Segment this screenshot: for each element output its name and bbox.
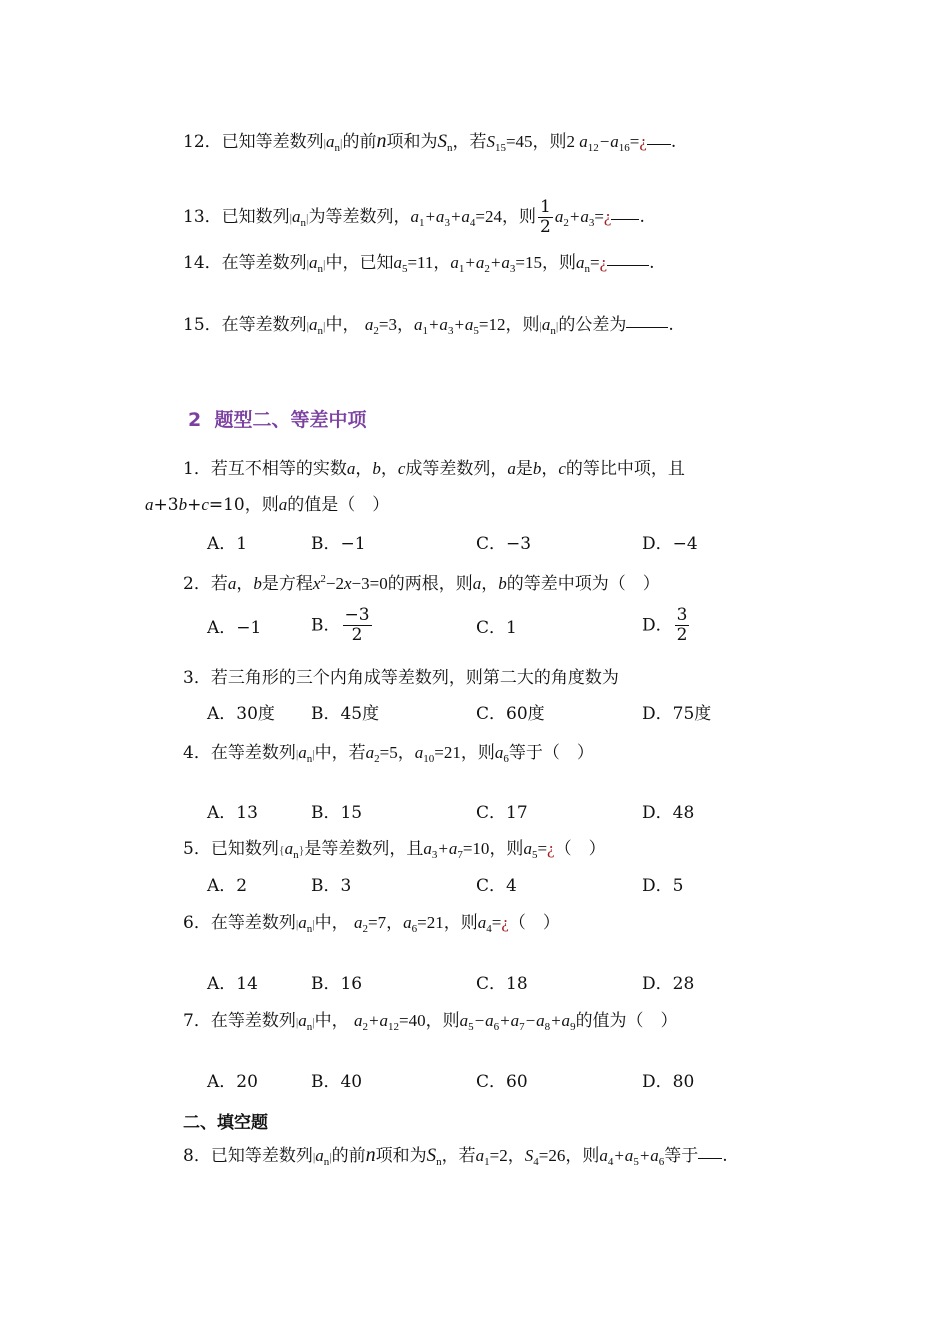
answer-blank[interactable]: [647, 144, 671, 145]
question-number: 12．: [183, 132, 222, 152]
question-15: 15．在等差数列$|a_n|$中， $a_2=3$，$a_1+a_3+a_5=12$，则$|a_n|$的公差为 .: [183, 315, 674, 337]
question-1-line-2: a+3b+c=10，则a的值是（ ）: [145, 495, 390, 515]
option-a[interactable]: A．1: [207, 534, 248, 554]
option-c[interactable]: C．4: [476, 876, 517, 896]
section-heading: 2 题型二、等差中项: [188, 409, 367, 431]
option-b[interactable]: B． $\frac{-3}{2}$: [311, 605, 370, 645]
option-a[interactable]: A．13: [207, 803, 258, 823]
option-c[interactable]: C．1: [476, 618, 517, 638]
question-1: 1．若互不相等的实数a，b，c成等差数列，a是b，c的等比中项，且: [183, 459, 685, 479]
question-3: 3．若三角形的三个内角成等差数列，则第二大的角度数为: [183, 668, 619, 688]
fraction: $\frac{1}{2}$: [540, 197, 551, 237]
option-c[interactable]: C．18: [476, 974, 528, 994]
option-d[interactable]: D．5: [642, 876, 684, 896]
option-c[interactable]: C．60: [476, 1072, 528, 1092]
answer-blank[interactable]: [611, 219, 639, 220]
sequence-notation: $|a_n|$: [289, 207, 309, 229]
question-6: 6．在等差数列$|a_n|$中， $a_2=7$，$a_6=21$，则$a_4=¿$（ ）: [183, 913, 560, 935]
sequence-notation: $|a_n|$: [539, 315, 559, 337]
sequence-notation: $|a_n|$: [306, 253, 326, 275]
question-5: 5．已知数列$\{a_n\}$是等差数列，且$a_3+a_7=10$，则$a_5=¿$（ ）: [183, 839, 606, 861]
question-7: 7．在等差数列$|a_n|$中， $a_2+a_{12}=40$，则$a_5-a_6+a_7-a_8+a_9$的值为（ ）: [183, 1011, 678, 1033]
answer-blank[interactable]: [626, 327, 668, 328]
question-12: 12．已知等差数列$|a_n|$的前n项和为$S_n$，若$S_{15}=45$，则2 $a_{12}-a_{16}=¿$ .: [183, 130, 677, 154]
option-a[interactable]: A．−1: [207, 618, 262, 638]
option-b[interactable]: B．40: [311, 1072, 363, 1092]
question-4: 4．在等差数列$|a_n|$中，若$a_2=5$，$a_{10}=21$，则$a_6$等于（ ）: [183, 743, 594, 765]
option-c[interactable]: C．−3: [476, 534, 532, 554]
option-c[interactable]: C．60度: [476, 704, 545, 724]
answer-blank[interactable]: [607, 265, 649, 266]
option-b[interactable]: B．45度: [311, 704, 380, 724]
option-a[interactable]: A．14: [207, 974, 258, 994]
option-b[interactable]: B．−1: [311, 534, 366, 554]
option-d[interactable]: D．75度: [642, 704, 712, 724]
option-c[interactable]: C．17: [476, 803, 528, 823]
option-a[interactable]: A．20: [207, 1072, 258, 1092]
option-b[interactable]: B．15: [311, 803, 363, 823]
option-a[interactable]: A．30度: [207, 704, 275, 724]
option-d[interactable]: D．−4: [642, 534, 698, 554]
option-d[interactable]: D．28: [642, 974, 695, 994]
option-d[interactable]: D．48: [642, 803, 695, 823]
question-13: 13．已知数列$|a_n|$为等差数列，$a_1+a_3+a_4=24$，则 $\frac{1}{2}$ $a_2+a_3=¿$ .: [183, 197, 645, 237]
question-2: 2．若a，b是方程$x^2-2x-3=0$的两根，则a，b的等差中项为（ ）: [183, 573, 660, 594]
option-d[interactable]: D．80: [642, 1072, 695, 1092]
question-8: 8．已知等差数列$|a_n|$的前n项和为$S_n$，若$a_1=2$，$S_4=26$，则$a_4+a_5+a_6$等于 .: [183, 1144, 728, 1168]
question-14: 14．在等差数列$|a_n|$中，已知$a_5=11$，$a_1+a_2+a_3=15$，则$a_n=¿$ .: [183, 253, 655, 275]
answer-blank[interactable]: [698, 1158, 722, 1159]
option-b[interactable]: B．16: [311, 974, 363, 994]
option-d[interactable]: D． $\frac{3}{2}$: [642, 605, 688, 645]
sequence-notation: $|a_n|$: [306, 315, 326, 337]
sequence-notation: $|a_n|$: [323, 132, 343, 154]
option-b[interactable]: B．3: [311, 876, 352, 896]
option-a[interactable]: A．2: [207, 876, 248, 896]
fill-in-heading: 二、填空题: [183, 1113, 268, 1133]
